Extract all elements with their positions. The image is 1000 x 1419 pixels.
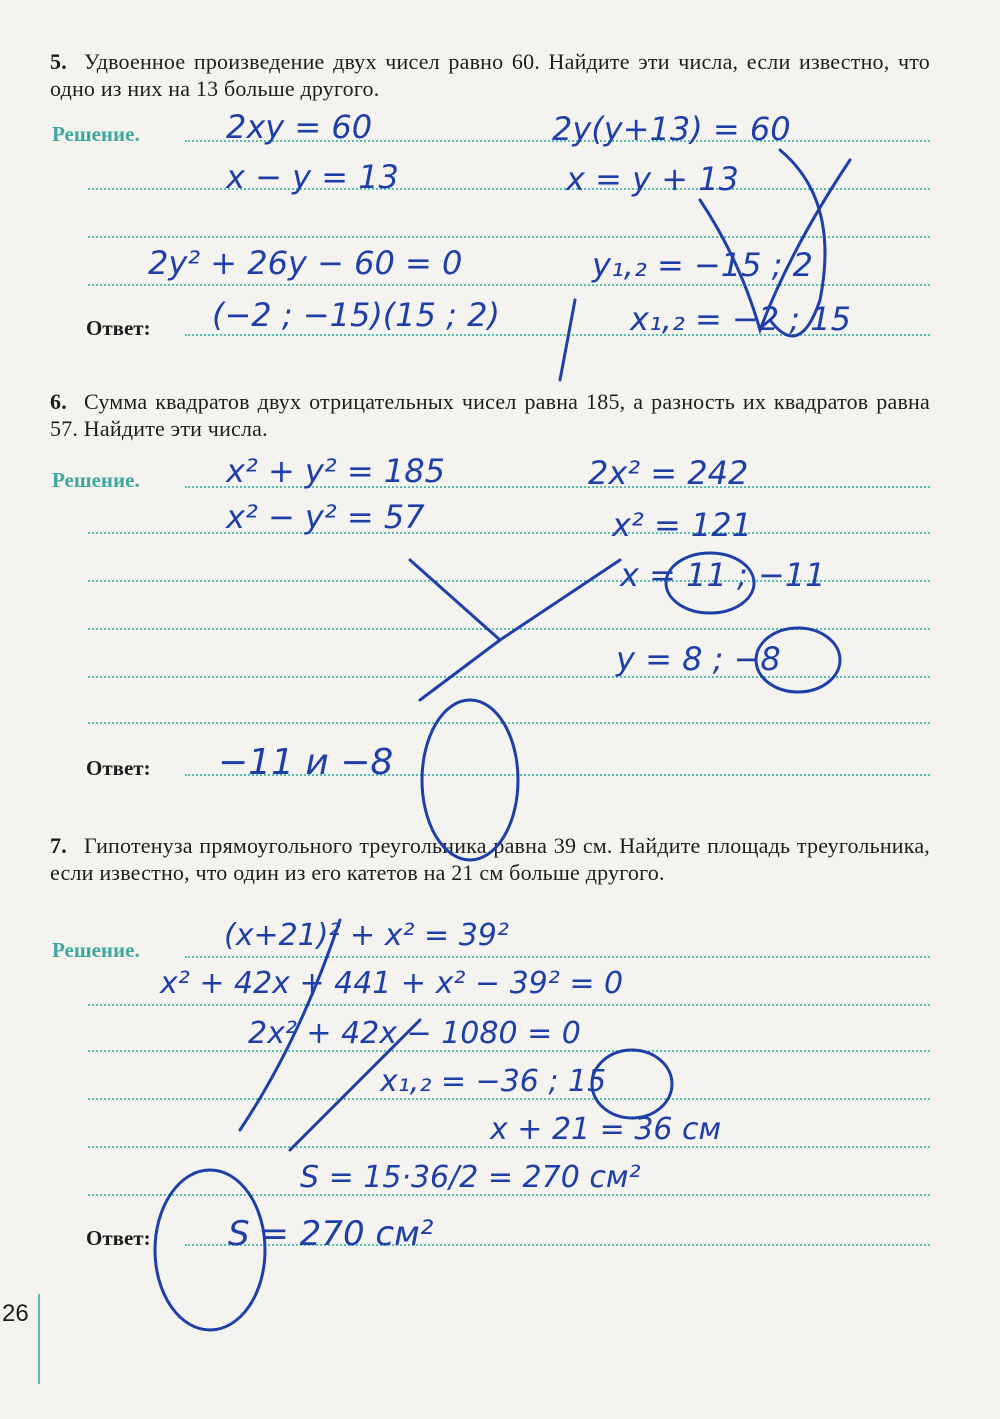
page-number-text: 26 [2,1300,29,1327]
task5-oval [770,150,825,336]
solution-label: Решение. [52,122,140,146]
task-text: Сумма квадратов двух отрицательных чисел равна 185, а разность их квадратов равна 57. Найдите эти числа. [50,389,930,441]
handwritten-equation: x₁,₂ = −2 ; 15 [630,300,851,338]
task-number: 7. [50,833,67,858]
handwritten-equation: x² = 121 [612,506,752,544]
handwritten-equation: x₁,₂ = −36 ; 15 [380,1064,607,1099]
page-number [0,1294,40,1384]
task6-circle-x [666,553,754,613]
handwritten-equation: y₁,₂ = −15 ; 2 [592,246,813,284]
task6-check-mark [410,560,620,700]
task6-answer-oval [422,700,518,860]
answer-label: Ответ: [86,756,151,780]
handwritten-equation: 2y² + 26y − 60 = 0 [148,244,463,282]
handwritten-equation: x² + y² = 185 [226,452,445,490]
task7-circle-root [592,1050,672,1118]
handwritten-equation: x = y + 13 [566,160,739,198]
handwritten-equation: x² − y² = 57 [226,498,425,536]
handwritten-answer: (−2 ; −15)(15 ; 2) [212,296,500,334]
handwritten-equation: x² + 42x + 441 + x² − 39² = 0 [160,966,624,1001]
handwritten-equation: y = 8 ; −8 [616,640,781,678]
handwritten-equation: x − y = 13 [226,158,399,196]
handwritten-equation: 2x² + 42x − 1080 = 0 [248,1016,581,1051]
handwritten-equation: 2xy = 60 [226,108,373,146]
handwritten-equation: x + 21 = 36 см [490,1112,722,1147]
handwritten-answer: −11 и −8 [218,742,394,783]
handwritten-equation: 2y(y+13) = 60 [552,110,791,148]
answer-label: Ответ: [86,316,151,340]
task6-circle-y [756,628,840,692]
handwritten-answer: S = 270 см² [228,1214,434,1254]
solution-label: Решение. [52,938,140,962]
handwritten-equation: 2x² = 242 [588,454,749,492]
task-text: Гипотенуза прямоугольного треугольника равна 39 см. Найдите площадь треугольника, если известно, что один из его катетов на 21 см больше другого. [50,833,930,885]
task7-big-circle [155,1170,265,1330]
task-number: 5. [50,49,67,74]
handwritten-equation: (x+21)² + x² = 39² [224,918,509,953]
task-text: Удвоенное произведение двух чисел равно 60. Найдите эти числа, если известно, что одно из них на 13 больше другого. [50,49,930,101]
answer-label: Ответ: [86,1226,151,1250]
task7-check-mark [240,920,420,1150]
handwritten-equation: S = 15·36/2 = 270 см² [300,1160,641,1195]
handwritten-equation: x = 11 ; −11 [620,556,826,594]
solution-label: Решение. [52,468,140,492]
task-number: 6. [50,389,67,414]
task5-check-mark [560,160,850,380]
